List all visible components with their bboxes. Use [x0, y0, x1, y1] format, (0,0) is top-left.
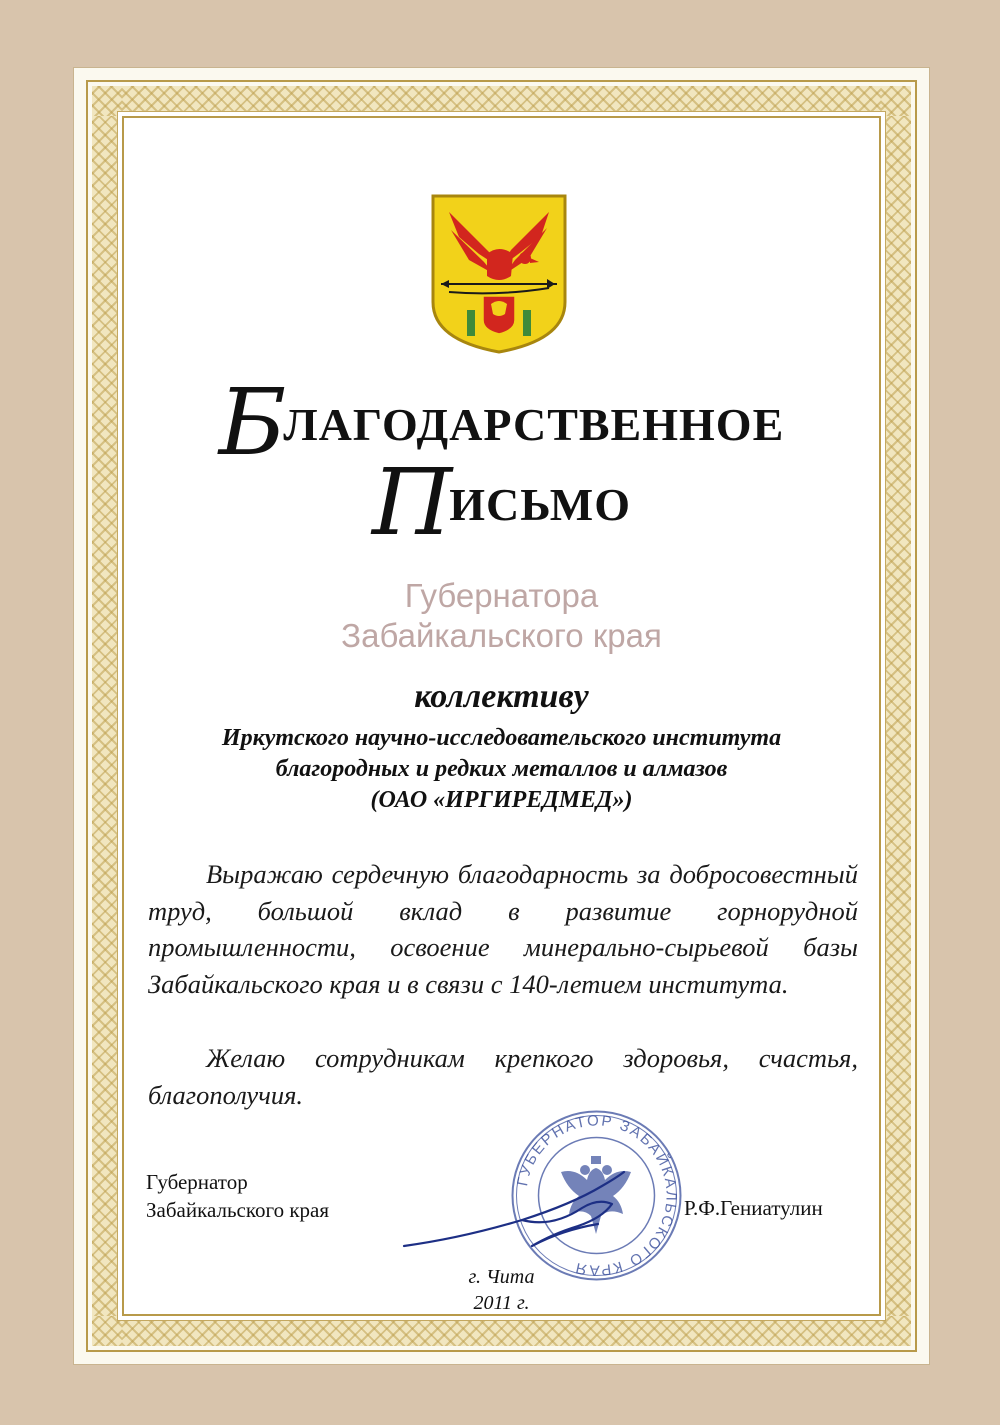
document-title-line1	[74, 369, 929, 476]
title-decorative-capital-1: Б	[218, 369, 288, 476]
recipient-line2: Иркутского научно-исследовательского института	[221, 725, 782, 751]
recipient-line1: коллективу	[414, 678, 589, 715]
title-text-2: ИСЬМО	[449, 479, 631, 530]
recipient-line3: благородных и редких металлов и алмазов	[275, 756, 728, 782]
title-decorative-capital-2: П	[371, 449, 454, 556]
coat-of-arms-icon	[429, 192, 569, 356]
handwritten-signature	[402, 1168, 642, 1258]
signatory-name: Р.Ф.Гениатулин	[684, 1196, 823, 1220]
certificate-content	[74, 68, 929, 1364]
body-paragraph-2: Желаю сотрудникам крепкого здоровья, счастья, благополучия.	[148, 1043, 858, 1110]
signatory-position-line1: Губернатор	[146, 1170, 248, 1194]
certificate-sheet	[74, 68, 929, 1364]
place-year: 2011 г.	[473, 1292, 530, 1314]
seal-text: ГУБЕРНАТОР ЗАБАЙКАЛЬСКОГО КРАЯ	[514, 1112, 680, 1279]
place-and-date	[74, 1264, 929, 1316]
signatory-position-line2: Забайкальского края	[146, 1198, 330, 1222]
issuer-line1: Губернатора	[404, 577, 599, 614]
body-paragraph-1: Выражаю сердечную благодарность за добросовестный труд, большой вклад в развитие горнорудной промышленности, освоение минерально-сырьевой базы Забайкальского края и в связи с 140-летием института.	[148, 859, 858, 999]
title-text-1: ЛАГОДАРСТВЕННОЕ	[283, 399, 785, 450]
signatory-position	[146, 1168, 329, 1224]
document-title-line2	[74, 449, 929, 556]
issuer-line2: Забайкальского края	[341, 617, 662, 654]
recipient-line4: (ОАО «ИРГИРЕДМЕД»)	[370, 787, 633, 813]
place-city: г. Чита	[468, 1266, 535, 1288]
